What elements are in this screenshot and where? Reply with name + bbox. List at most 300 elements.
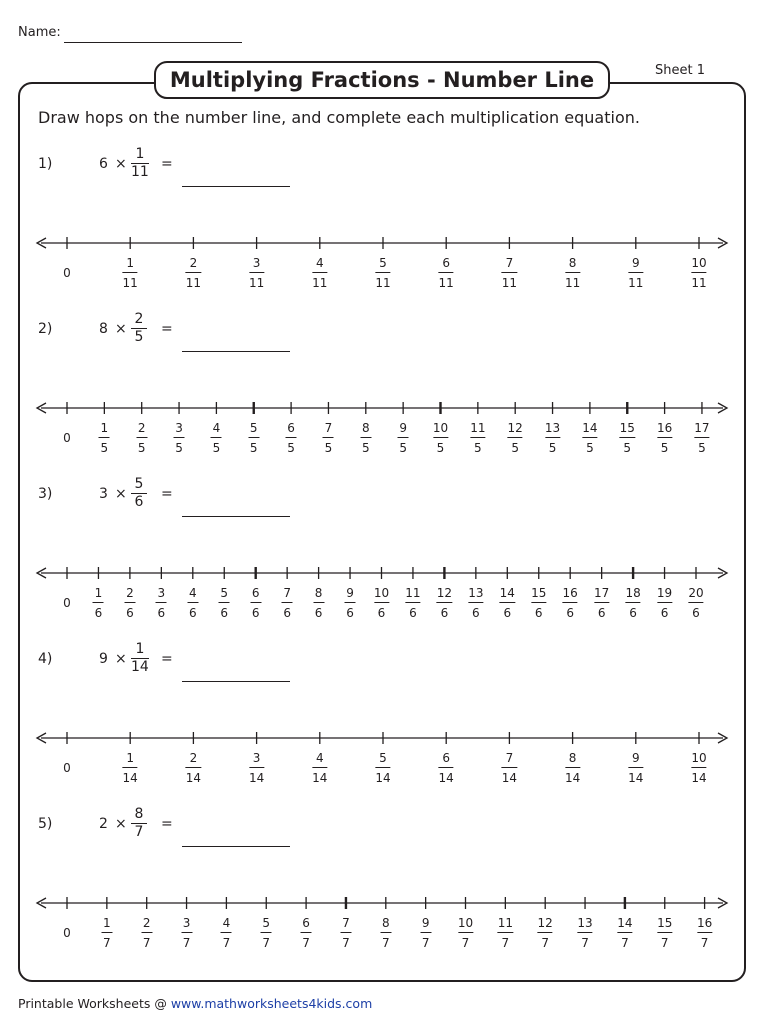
tick-label	[186, 751, 201, 785]
tick-label-numerator: 1	[94, 586, 103, 600]
tick-label-bar	[186, 272, 201, 273]
tick-label-numerator: 4	[212, 421, 221, 435]
tick-label-bar	[565, 767, 580, 768]
worksheet-frame	[18, 82, 746, 982]
tick-label	[498, 916, 513, 950]
tick-label	[312, 256, 327, 290]
tick-label	[375, 256, 390, 290]
tick-label-numerator: 6	[302, 916, 310, 930]
tick-label-denominator: 7	[142, 936, 151, 950]
tick-label-numerator: 4	[222, 916, 231, 930]
times-sign: ×	[115, 651, 127, 667]
tick-label-numerator: 7	[324, 421, 333, 435]
number-line[interactable]	[0, 233, 768, 253]
tick-label-bar	[219, 602, 230, 603]
tick-label-denominator: 7	[262, 936, 271, 950]
tick-label-bar	[211, 437, 222, 438]
tick-label	[282, 586, 293, 620]
tick-label-denominator: 14	[312, 771, 328, 785]
tick-label-bar	[249, 272, 264, 273]
tick-label-numerator: 16	[656, 421, 673, 435]
fraction-denominator: 7	[134, 824, 144, 840]
tick-label-bar	[697, 932, 712, 933]
answer-field[interactable]	[182, 681, 290, 682]
tick-label-denominator: 5	[212, 441, 221, 455]
problem-fraction	[131, 311, 147, 346]
tick-label-numerator: 13	[577, 916, 593, 930]
answer-field[interactable]	[182, 351, 290, 352]
tick-label-numerator: 14	[499, 586, 515, 600]
footer	[18, 996, 372, 1011]
tick-label-numerator: 16	[562, 586, 578, 600]
tick-label	[628, 751, 643, 785]
tick-label-numerator: 8	[314, 586, 323, 600]
tick-label-numerator: 3	[157, 586, 166, 600]
tick-label-numerator: 10	[373, 586, 390, 600]
tick-label	[380, 916, 391, 950]
tick-label-numerator: 7	[505, 751, 514, 765]
tick-label-denominator: 14	[564, 771, 581, 785]
tick-label-bar	[123, 272, 138, 273]
tick-label	[123, 751, 138, 785]
tick-label	[99, 421, 110, 455]
tick-label	[141, 916, 152, 950]
tick-label	[433, 421, 448, 455]
tick-label	[360, 421, 371, 455]
tick-label-denominator: 5	[324, 441, 333, 455]
tick-label-bar	[691, 767, 706, 768]
tick-label-bar	[468, 602, 483, 603]
tick-label-bar	[538, 932, 553, 933]
tick-label-denominator: 14	[691, 771, 707, 785]
tick-label-bar	[437, 602, 452, 603]
tick-label-numerator: 2	[137, 421, 146, 435]
tick-label-denominator: 5	[399, 441, 407, 455]
tick-label-bar	[657, 602, 672, 603]
tick-label-denominator: 6	[220, 606, 229, 620]
tick-label	[219, 586, 230, 620]
tick-label	[691, 751, 706, 785]
tick-label-bar	[657, 932, 672, 933]
footer-link[interactable]: www.mathworksheets4kids.com	[170, 996, 373, 1011]
tick-label	[694, 421, 709, 455]
tick-label-bar	[221, 932, 232, 933]
tick-label-denominator: 6	[314, 606, 323, 620]
problem-whole-number: 6	[99, 156, 108, 172]
tick-label-numerator: 9	[631, 751, 640, 765]
equals-sign: =	[161, 816, 173, 832]
tick-label-denominator: 7	[700, 936, 709, 950]
tick-label-denominator: 6	[597, 606, 606, 620]
tick-label-denominator: 6	[472, 606, 480, 620]
tick-label-zero: 0	[63, 596, 71, 610]
tick-label-bar	[502, 272, 517, 273]
tick-label-numerator: 15	[657, 916, 673, 930]
tick-label-numerator: 2	[189, 256, 198, 270]
tick-label-denominator: 6	[126, 606, 134, 620]
tick-label	[628, 256, 643, 290]
tick-label-zero: 0	[63, 761, 71, 775]
tick-label-numerator: 5	[249, 421, 258, 435]
tick-label-denominator: 7	[342, 936, 350, 950]
tick-label	[136, 421, 147, 455]
fraction-denominator: 11	[131, 164, 149, 180]
answer-field[interactable]	[182, 186, 290, 187]
tick-label	[594, 586, 609, 620]
tick-label-numerator: 4	[315, 256, 324, 270]
tick-label-denominator: 5	[361, 441, 370, 455]
tick-label	[582, 421, 597, 455]
tick-label-bar	[186, 767, 201, 768]
tick-label-denominator: 5	[249, 441, 258, 455]
tick-label-denominator: 6	[157, 606, 166, 620]
tick-label	[458, 916, 473, 950]
number-line[interactable]	[0, 728, 768, 748]
tick-label-numerator: 3	[252, 751, 261, 765]
tick-label-denominator: 11	[375, 276, 391, 290]
tick-label-bar	[398, 437, 409, 438]
tick-label	[249, 256, 264, 290]
tick-label-bar	[691, 272, 706, 273]
fraction-numerator: 5	[134, 476, 144, 492]
tick-label-bar	[617, 932, 632, 933]
tick-label-denominator: 11	[248, 276, 265, 290]
tick-label-denominator: 6	[346, 606, 354, 620]
tick-label-numerator: 5	[379, 256, 387, 270]
tick-label	[502, 256, 517, 290]
tick-label-bar	[380, 932, 391, 933]
tick-label-denominator: 5	[586, 441, 594, 455]
tick-label-bar	[312, 767, 327, 768]
tick-label-numerator: 8	[568, 751, 577, 765]
tick-label-denominator: 6	[94, 606, 103, 620]
tick-label	[186, 256, 201, 290]
tick-label-denominator: 6	[409, 606, 417, 620]
tick-label	[502, 751, 517, 785]
tick-label-numerator: 1	[126, 256, 134, 270]
tick-label	[323, 421, 334, 455]
tick-label-numerator: 1	[100, 421, 109, 435]
tick-label-numerator: 10	[691, 751, 707, 765]
tick-label-denominator: 7	[541, 936, 549, 950]
tick-label	[617, 916, 632, 950]
tick-label-bar	[174, 437, 185, 438]
tick-label-denominator: 7	[302, 936, 310, 950]
tick-label-bar	[500, 602, 515, 603]
worksheet-title: Multiplying Fractions - Number Line	[154, 61, 610, 99]
tick-label	[439, 256, 454, 290]
tick-label-bar	[360, 437, 371, 438]
tick-label-denominator: 14	[185, 771, 202, 785]
problem-whole-number: 9	[99, 651, 108, 667]
tick-label-bar	[374, 602, 389, 603]
fraction-denominator: 6	[134, 494, 144, 510]
tick-label-bar	[508, 437, 523, 438]
tick-label	[500, 586, 515, 620]
tick-label	[187, 586, 198, 620]
tick-label	[286, 421, 297, 455]
tick-label-numerator: 8	[568, 256, 577, 270]
tick-label-bar	[312, 272, 327, 273]
tick-label-numerator: 6	[442, 256, 450, 270]
tick-label-denominator: 6	[534, 606, 543, 620]
tick-label-numerator: 17	[594, 586, 610, 600]
tick-label-numerator: 10	[691, 256, 707, 270]
tick-label-bar	[375, 272, 390, 273]
tick-label-denominator: 6	[440, 606, 449, 620]
tick-label-denominator: 6	[377, 606, 386, 620]
tick-label-numerator: 3	[182, 916, 191, 930]
tick-label-bar	[657, 437, 672, 438]
problem-fraction	[131, 641, 149, 676]
tick-label	[174, 421, 185, 455]
tick-label	[123, 256, 138, 290]
tick-label-numerator: 6	[442, 751, 450, 765]
tick-label-numerator: 2	[126, 586, 134, 600]
fraction-denominator: 5	[134, 329, 144, 345]
tick-label-numerator: 11	[470, 421, 486, 435]
tick-label-bar	[123, 767, 138, 768]
tick-label-denominator: 11	[122, 276, 138, 290]
tick-label-denominator: 7	[103, 936, 111, 950]
name-field[interactable]	[64, 42, 242, 43]
tick-label-bar	[340, 932, 351, 933]
footer-prefix: Printable Worksheets @	[18, 996, 171, 1011]
tick-label-denominator: 11	[185, 276, 202, 290]
tick-label-denominator: 7	[621, 936, 629, 950]
problem-whole-number: 8	[99, 321, 108, 337]
tick-label-denominator: 14	[501, 771, 518, 785]
tick-label-bar	[323, 437, 334, 438]
tick-label	[565, 751, 580, 785]
tick-label-bar	[565, 272, 580, 273]
tick-label-denominator: 11	[628, 276, 644, 290]
problem-number: 2)	[38, 321, 53, 337]
tick-label-bar	[136, 437, 147, 438]
tick-label-denominator: 14	[375, 771, 391, 785]
tick-label-denominator: 5	[287, 441, 295, 455]
tick-label-numerator: 8	[381, 916, 390, 930]
equals-sign: =	[161, 156, 173, 172]
tick-label-bar	[439, 767, 454, 768]
times-sign: ×	[115, 816, 127, 832]
tick-label-denominator: 6	[692, 606, 700, 620]
tick-label	[340, 916, 351, 950]
instructions: Draw hops on the number line, and complete each multiplication equation.	[38, 108, 640, 127]
tick-label	[374, 586, 389, 620]
tick-label-bar	[99, 437, 110, 438]
tick-label-numerator: 12	[507, 421, 523, 435]
tick-label	[545, 421, 560, 455]
tick-label	[531, 586, 546, 620]
tick-label-numerator: 4	[315, 751, 324, 765]
tick-label	[577, 916, 592, 950]
number-line[interactable]	[0, 563, 768, 583]
tick-label-numerator: 12	[537, 916, 553, 930]
problem-whole-number: 2	[99, 816, 108, 832]
tick-label-bar	[688, 602, 703, 603]
tick-label-zero: 0	[63, 926, 71, 940]
tick-label-bar	[502, 767, 517, 768]
tick-label-bar	[286, 437, 297, 438]
tick-label-numerator: 17	[694, 421, 710, 435]
tick-label-numerator: 3	[252, 256, 261, 270]
tick-label-zero: 0	[63, 431, 71, 445]
tick-label-bar	[545, 437, 560, 438]
tick-label-bar	[282, 602, 293, 603]
tick-label-zero: 0	[63, 266, 71, 280]
tick-label-bar	[93, 602, 104, 603]
tick-label	[181, 916, 192, 950]
tick-label-bar	[405, 602, 420, 603]
tick-label-numerator: 10	[432, 421, 449, 435]
tick-label-denominator: 5	[623, 441, 632, 455]
tick-label-denominator: 6	[283, 606, 291, 620]
tick-label-denominator: 5	[548, 441, 557, 455]
tick-label	[697, 916, 712, 950]
tick-label-numerator: 14	[582, 421, 598, 435]
tick-label	[688, 586, 703, 620]
tick-label	[156, 586, 167, 620]
tick-label-denominator: 5	[175, 441, 183, 455]
tick-label-numerator: 13	[544, 421, 561, 435]
tick-label-bar	[101, 932, 112, 933]
tick-label-denominator: 11	[564, 276, 581, 290]
tick-label-denominator: 14	[628, 771, 644, 785]
tick-label	[439, 751, 454, 785]
tick-label-numerator: 9	[421, 916, 430, 930]
tick-label	[538, 916, 553, 950]
tick-label	[312, 751, 327, 785]
tick-label	[508, 421, 523, 455]
tick-label-denominator: 6	[660, 606, 669, 620]
equals-sign: =	[161, 486, 173, 502]
tick-label-numerator: 9	[399, 421, 407, 435]
tick-label	[345, 586, 356, 620]
answer-field[interactable]	[182, 846, 290, 847]
tick-label-bar	[433, 437, 448, 438]
tick-label-denominator: 6	[566, 606, 574, 620]
tick-label	[93, 586, 104, 620]
tick-label-denominator: 7	[222, 936, 231, 950]
tick-label-denominator: 11	[501, 276, 518, 290]
problem-fraction	[131, 476, 147, 511]
times-sign: ×	[115, 321, 127, 337]
tick-label-denominator: 7	[501, 936, 510, 950]
tick-label	[657, 586, 672, 620]
tick-label-numerator: 11	[497, 916, 513, 930]
tick-label-bar	[375, 767, 390, 768]
name-label: Name:	[18, 25, 61, 40]
tick-label	[124, 586, 135, 620]
tick-label	[405, 586, 420, 620]
fraction-numerator: 1	[135, 641, 145, 657]
number-line[interactable]	[0, 893, 768, 913]
tick-label	[657, 421, 672, 455]
times-sign: ×	[115, 486, 127, 502]
tick-label-denominator: 14	[122, 771, 138, 785]
tick-label-numerator: 19	[656, 586, 673, 600]
tick-label-bar	[187, 602, 198, 603]
tick-label-numerator: 12	[436, 586, 453, 600]
fraction-numerator: 8	[134, 806, 144, 822]
tick-label-numerator: 15	[619, 421, 635, 435]
tick-label	[563, 586, 578, 620]
tick-label-bar	[124, 602, 135, 603]
tick-label-bar	[594, 602, 609, 603]
tick-label-numerator: 5	[262, 916, 271, 930]
tick-label-numerator: 4	[188, 586, 197, 600]
tick-label	[313, 586, 324, 620]
tick-label-denominator: 6	[503, 606, 512, 620]
problem-fraction	[131, 146, 149, 181]
tick-label-numerator: 11	[405, 586, 421, 600]
problem-number: 3)	[38, 486, 53, 502]
tick-label-denominator: 14	[248, 771, 265, 785]
tick-label-bar	[249, 767, 264, 768]
tick-label	[657, 916, 672, 950]
tick-label-bar	[420, 932, 431, 933]
tick-label-denominator: 5	[137, 441, 146, 455]
tick-label	[437, 586, 452, 620]
tick-label-bar	[582, 437, 597, 438]
tick-label-bar	[250, 602, 261, 603]
tick-label-numerator: 7	[505, 256, 514, 270]
tick-label	[625, 586, 640, 620]
tick-label-denominator: 7	[381, 936, 390, 950]
problem-number: 1)	[38, 156, 53, 172]
tick-label-bar	[261, 932, 272, 933]
tick-label-numerator: 15	[531, 586, 547, 600]
tick-label	[101, 916, 112, 950]
tick-label-denominator: 11	[312, 276, 328, 290]
tick-label-numerator: 5	[379, 751, 387, 765]
tick-label	[250, 586, 261, 620]
tick-label-denominator: 11	[438, 276, 454, 290]
tick-label-numerator: 2	[142, 916, 151, 930]
tick-label-numerator: 16	[696, 916, 713, 930]
tick-label-numerator: 20	[688, 586, 704, 600]
answer-field[interactable]	[182, 516, 290, 517]
tick-label-numerator: 14	[617, 916, 633, 930]
tick-label-numerator: 2	[189, 751, 198, 765]
tick-label-bar	[628, 272, 643, 273]
tick-label-bar	[248, 437, 259, 438]
tick-label-denominator: 5	[511, 441, 519, 455]
tick-label-bar	[625, 602, 640, 603]
fraction-numerator: 1	[135, 146, 145, 162]
number-line[interactable]	[0, 398, 768, 418]
equals-sign: =	[161, 321, 173, 337]
tick-label-numerator: 1	[103, 916, 111, 930]
tick-label-bar	[439, 272, 454, 273]
tick-label	[375, 751, 390, 785]
tick-label-denominator: 14	[438, 771, 454, 785]
tick-label-denominator: 6	[629, 606, 637, 620]
tick-label-numerator: 7	[342, 916, 350, 930]
tick-label	[248, 421, 259, 455]
tick-label-bar	[694, 437, 709, 438]
sheet-label: Sheet 1	[655, 63, 705, 78]
tick-label-denominator: 6	[251, 606, 260, 620]
fraction-numerator: 2	[134, 311, 144, 327]
tick-label-denominator: 5	[100, 441, 109, 455]
tick-label	[420, 916, 431, 950]
tick-label-bar	[156, 602, 167, 603]
tick-label-bar	[470, 437, 485, 438]
tick-label-bar	[458, 932, 473, 933]
tick-label-denominator: 6	[188, 606, 197, 620]
